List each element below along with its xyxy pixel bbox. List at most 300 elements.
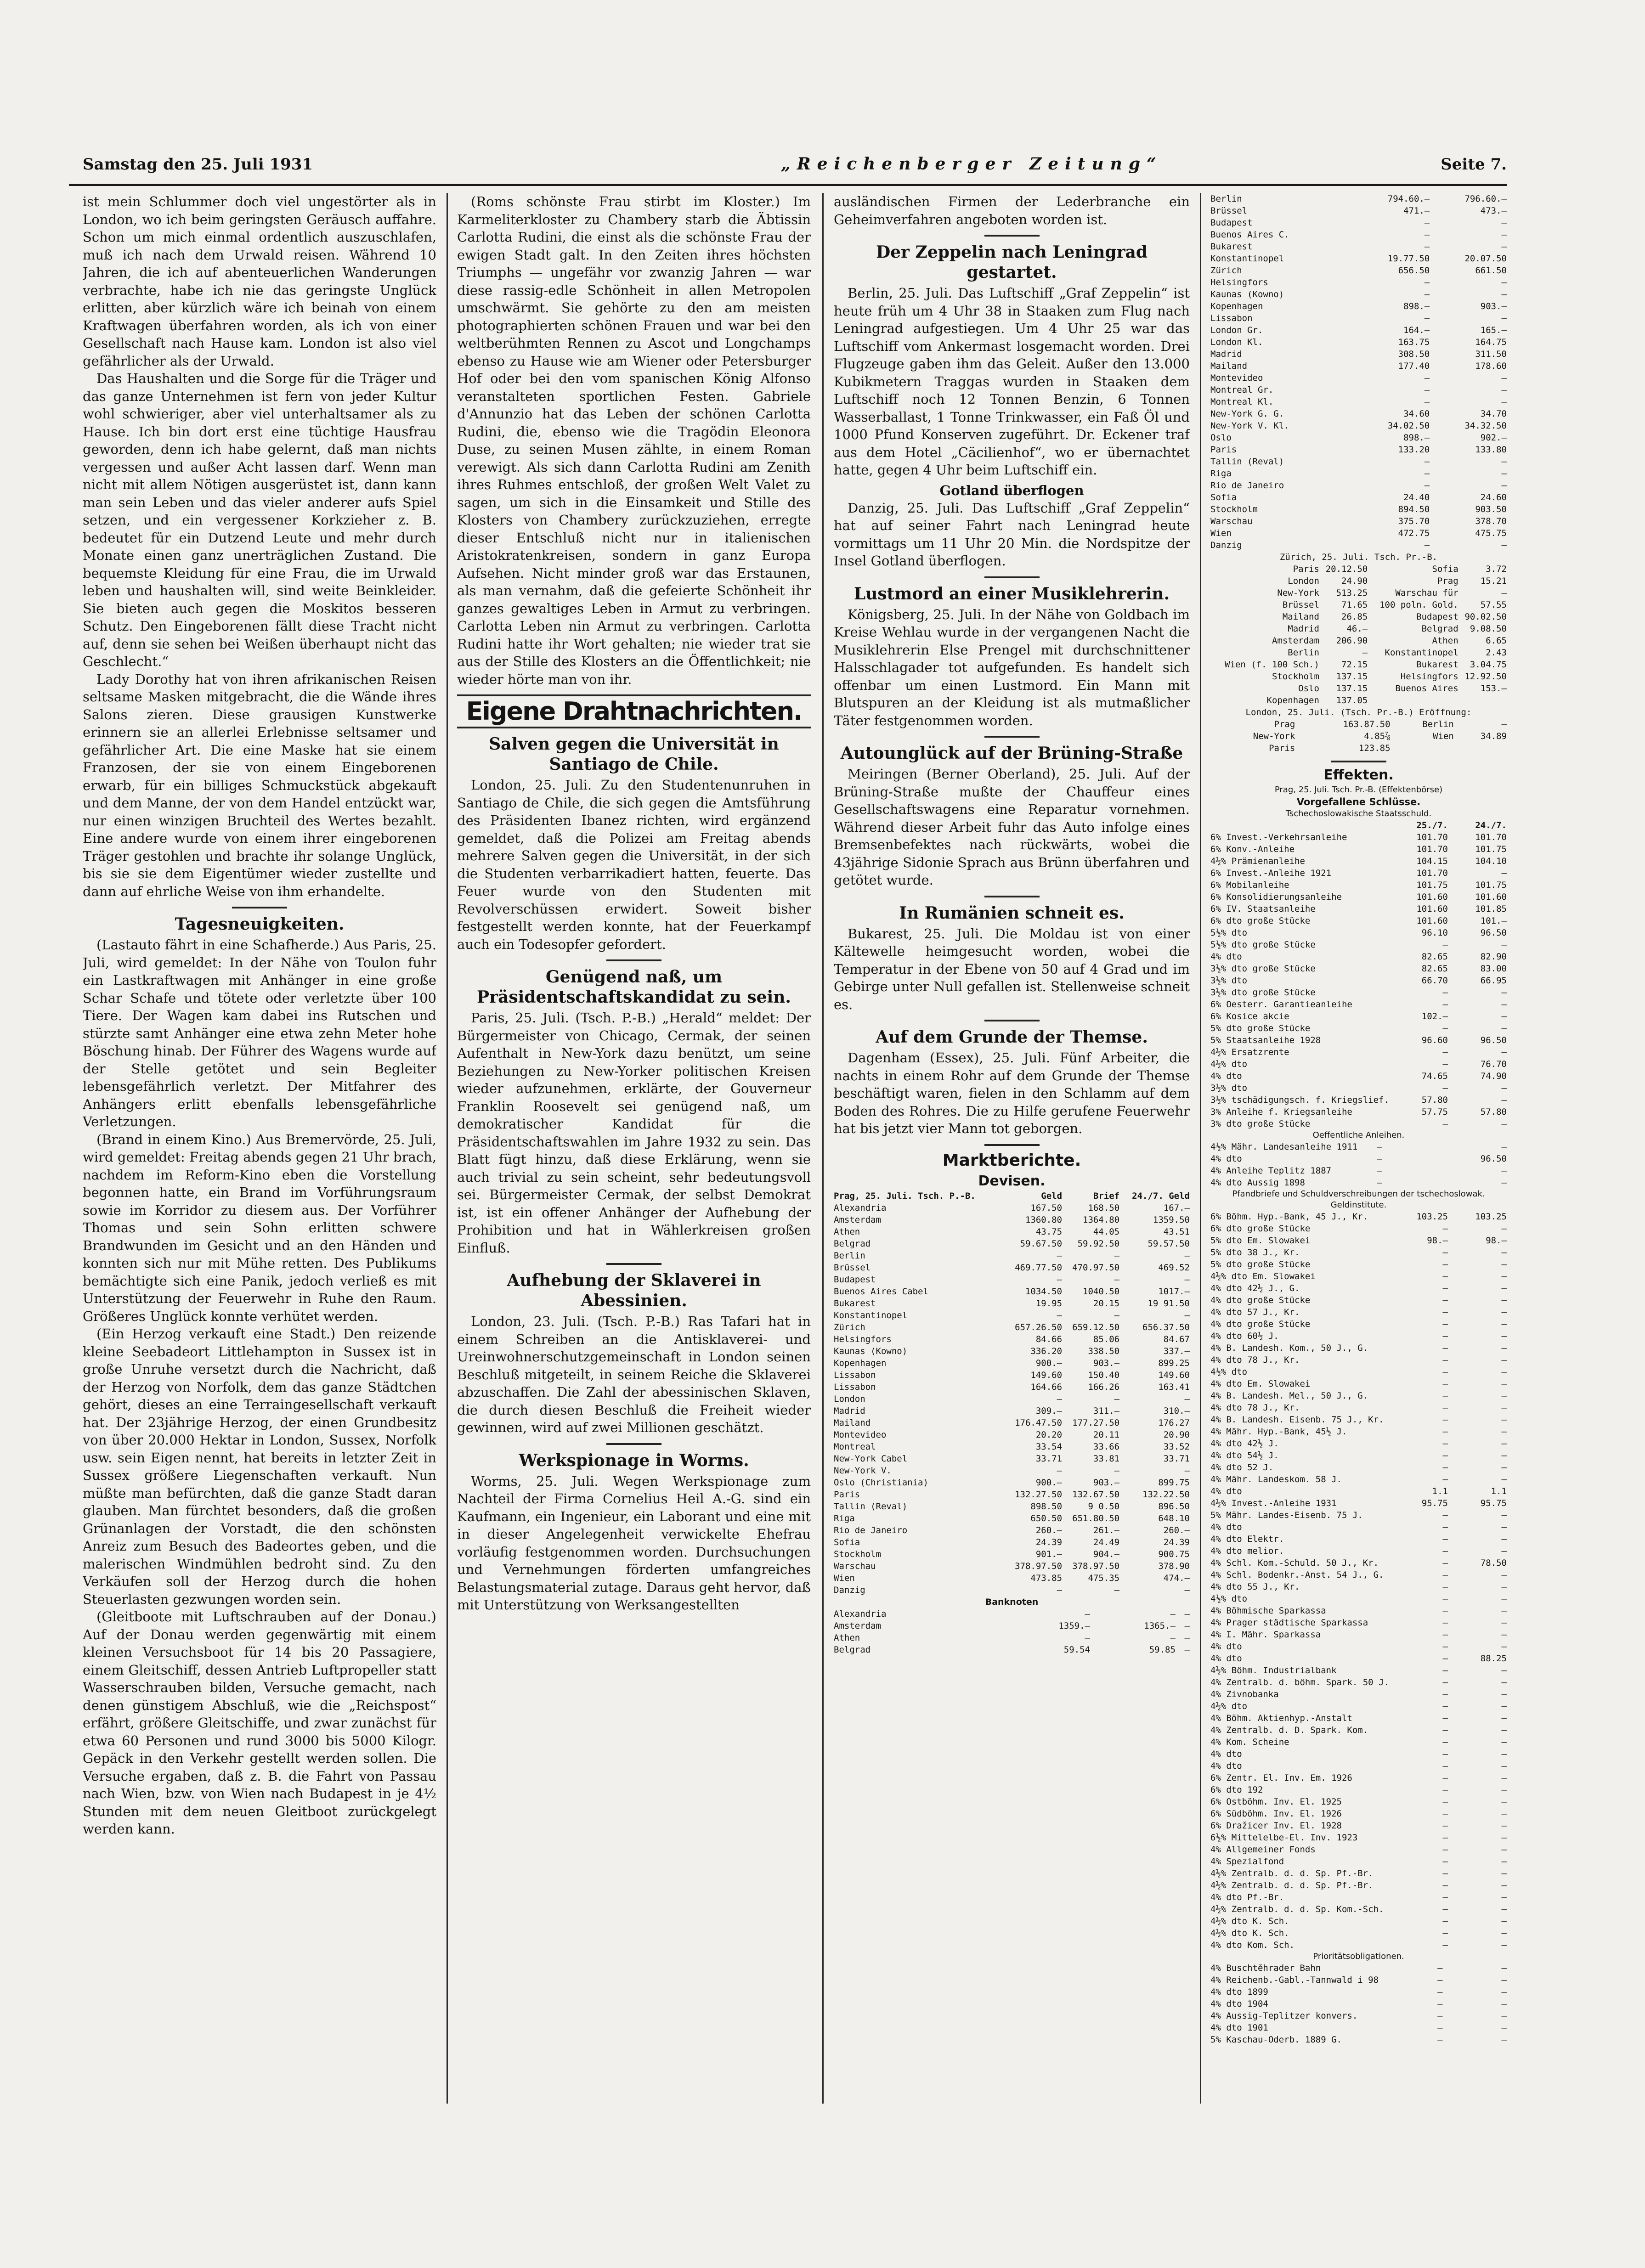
row-label: Paris (834, 1489, 860, 1500)
table-row (1210, 1366, 1507, 1378)
row-value: 101.70 (1416, 844, 1448, 854)
section-separator (984, 736, 1040, 738)
row-value: 34.32.50 (1464, 421, 1507, 431)
row-value: — (1501, 230, 1507, 240)
row-value: — (1501, 1083, 1507, 1093)
table-row (1210, 683, 1507, 694)
row-value: 24.40 (1403, 492, 1430, 502)
row-value: 59.54 (1063, 1644, 1090, 1655)
row-label: 4% dto (1210, 1154, 1242, 1164)
row-value: 101.60 (1416, 916, 1448, 926)
row-value: — (1442, 1047, 1448, 1057)
row-label: Oslo (Christiania) (834, 1477, 928, 1488)
row-value: — (1442, 1845, 1448, 1855)
section-heading: Tagesneuigkeiten. (175, 914, 345, 934)
table-row (1210, 372, 1507, 384)
row-value: — (1501, 1415, 1507, 1425)
row-value: 469.77.50 (1015, 1262, 1063, 1273)
column-rule (1200, 193, 1201, 2104)
row-value: 66.95 (1480, 976, 1507, 986)
row-value: — (1424, 540, 1430, 550)
row-value: — (1442, 1773, 1448, 1783)
row-label: 4½% dto (1210, 1059, 1248, 1069)
row-value: — (1501, 1271, 1507, 1281)
row-value: 33.66 (1093, 1441, 1120, 1452)
column-header: 25./7. (1416, 820, 1448, 830)
row-value: 899.75 (1158, 1477, 1190, 1488)
article-subheadline: Gotland überflogen (939, 482, 1084, 498)
row-value: — (1442, 1797, 1448, 1807)
row-label: Oslo (1210, 433, 1232, 443)
row-value: 149.60 (1158, 1370, 1190, 1380)
row-value: 3.04.75 (1470, 660, 1507, 670)
news-item: (Brand in einem Kino.) Aus Bremervörde, 25. Juli, wird gemeldet: Freitag abends gegen 21 Uhr brach, nachdem im Reform-Kino eben die Vorstellung begonnen hatte, ein Brand im Vorführungsraum sowie im Korridor zu diesem aus. Der Vorführer Thomas und sein Sohn erlitten schwere Brandwunden im Gesicht und an den Händen und konnten sich nur mit Mühe retten. Des Publikums bemächtigte sich eine Panik, jedoch verließ es mit Unterstützung der Feuerwehr in Ruhe den Raum. Größeres Unglück konnte verhütet werden. (83, 1131, 436, 1324)
article-headline: Genügend naß, um Präsidentschaftskandidat zu sein. (477, 967, 791, 1007)
row-label: Stockholm (1272, 671, 1319, 682)
column-3 (834, 193, 1190, 2104)
table-row (1210, 384, 1507, 396)
row-value: 474.— (1163, 1573, 1190, 1583)
row-value: 150.40 (1088, 1370, 1120, 1380)
row-label: Montreal Kl. (1210, 397, 1274, 407)
row-label: Montevideo (834, 1429, 887, 1440)
table-row (834, 1393, 1190, 1405)
row-label: London Kl. (1210, 337, 1263, 347)
row-value: 163.87.50 (1343, 719, 1391, 729)
row-value: 34.60 (1403, 409, 1430, 419)
row-value: 33.81 (1093, 1453, 1120, 1464)
row-value: — (1442, 1677, 1448, 1687)
row-value: — (1377, 1154, 1383, 1164)
row-label: Kaunas (Kowno) (834, 1346, 908, 1356)
table-row (1210, 987, 1507, 999)
row-label: Berlin (1288, 648, 1319, 658)
row-value: — (1501, 1439, 1507, 1449)
row-value: 24.90 (1341, 576, 1368, 586)
row-value: — (1501, 1737, 1507, 1747)
row-label: Wien (1210, 528, 1232, 538)
row-label: Alexandria (834, 1608, 887, 1619)
table-row (1210, 1974, 1507, 1986)
table-row (1210, 903, 1507, 915)
row-value: 137.15 (1336, 683, 1368, 694)
table-row (1210, 1497, 1507, 1509)
row-value: 9 0.50 (1088, 1501, 1120, 1512)
row-label: Warschau (834, 1561, 876, 1571)
row-value: — (1501, 242, 1507, 252)
article-paragraph: Königsberg, 25. Juli. In der Nähe von Goldbach im Kreise Wehlau wurde in der vergangenen Nacht die Musiklehrerin Else Prengel mit durchschnittener Halsschlagader tot aufgefunden. Es handelt sich offenbar um einen Lustmord. Ein Mann mit Blutspuren an der Kleidung ist als mutmaßlicher Täter festgenommen worden. (834, 606, 1190, 728)
row-value: 898.— (1403, 301, 1430, 311)
row-value: — (1442, 1940, 1448, 1950)
row-label: 4% dto (1210, 1071, 1242, 1081)
row-value: — (1501, 1295, 1507, 1305)
row-value: — (1501, 1999, 1507, 2009)
row-value: 167.50 (1030, 1202, 1063, 1213)
row-value: 133.20 (1398, 445, 1430, 455)
row-value: — (1501, 1833, 1507, 1843)
row-label: Lissabon (834, 1370, 876, 1380)
row-value: 900.— (1035, 1477, 1063, 1488)
row-value: 2.43 (1486, 648, 1507, 658)
table-row (1210, 432, 1507, 444)
row-label: 6% Dražicer Inv. El. 1928 (1210, 1821, 1342, 1831)
row-label: Konstantinopel (1210, 254, 1284, 264)
row-label: 4½% dto Em. Slowakei (1210, 1271, 1316, 1281)
row-value: — (1442, 1582, 1448, 1592)
row-value: — (1424, 397, 1430, 407)
row-value: 24.60 (1480, 492, 1507, 502)
row-value: — (1057, 1465, 1063, 1476)
table-row (1210, 1473, 1507, 1485)
table-row (1210, 867, 1507, 879)
table-row (1210, 1438, 1507, 1450)
row-value: — (1501, 2023, 1507, 2033)
row-value: 651.80.50 (1072, 1513, 1120, 1523)
row-value: 101.85 (1475, 904, 1507, 914)
table-row (834, 1381, 1190, 1393)
row-value: — (1442, 1534, 1448, 1544)
table-row (1210, 1820, 1507, 1832)
row-value: Belgrad (1421, 624, 1458, 634)
row-label: 4% B. Landesh. Mel., 50 J., G. (1210, 1391, 1368, 1401)
row-value: 78.50 (1480, 1558, 1507, 1568)
row-label: Belgrad (834, 1644, 871, 1655)
table-row (1210, 1282, 1507, 1294)
table-row (1210, 1247, 1507, 1258)
row-value: — (1501, 1963, 1507, 1973)
row-label: 6% dto 192 (1210, 1785, 1263, 1795)
row-label: Berlin (1210, 194, 1242, 204)
article-paragraph: Bukarest, 25. Juli. Die Moldau ist von einer Kältewelle heimgesucht worden, wobei die Temperatur in der Ebene von 50 auf 4 Grad und im Gebirge unter Null gefallen ist. Stellenweise schneit es. (834, 925, 1190, 1012)
row-value: 310.— (1163, 1405, 1190, 1416)
table-row (834, 1309, 1190, 1321)
row-label: 6% Böhm. Hyp.-Bank, 45 J., Kr. (1210, 1212, 1368, 1222)
row-value: 101.75 (1416, 880, 1448, 890)
table-row (834, 1214, 1190, 1226)
row-value: — (1442, 1367, 1448, 1377)
table-row (1210, 193, 1507, 205)
row-value: — (1184, 1644, 1190, 1655)
table-row (1210, 1509, 1507, 1521)
row-value: 96.50 (1480, 928, 1507, 938)
row-value: 101.70 (1416, 868, 1448, 878)
table-row (1210, 480, 1507, 491)
row-value: — (1501, 313, 1507, 323)
row-label: Paris (1210, 445, 1237, 455)
row-value: — (1501, 1450, 1507, 1461)
mortgage-bonds-table (1210, 1211, 1507, 1951)
row-label: 4% Zentralb. d. D. Spark. Kom. (1210, 1725, 1368, 1735)
row-label: 4% Schl. Bodenkr.-Anst. 54 J., G. (1210, 1570, 1384, 1580)
row-value: 82.65 (1421, 964, 1448, 974)
table-row (1210, 879, 1507, 891)
row-label: 5½% dto große Stücke (1210, 940, 1316, 950)
securities-subtitle: Vorgefallene Schlüsse. (1296, 796, 1421, 807)
table-row (1210, 718, 1507, 730)
public-loans-table (1210, 1141, 1507, 1189)
row-label: Tallin (Reval) (834, 1501, 908, 1512)
row-value: — (1442, 1023, 1448, 1033)
table-row (1210, 1641, 1507, 1653)
row-value: 96.50 (1480, 1154, 1507, 1164)
row-value: — (1442, 1224, 1448, 1234)
table-row (1210, 1915, 1507, 1927)
table-row (834, 1453, 1190, 1465)
row-value: — (1442, 1713, 1448, 1723)
table-row (1210, 1022, 1507, 1034)
table-row (1210, 1760, 1507, 1772)
row-value: — (1442, 1247, 1448, 1258)
row-value: 164.66 (1030, 1382, 1063, 1392)
row-value: Wien (1433, 731, 1454, 741)
row-label: 5% dto große Stücke (1210, 1023, 1311, 1033)
row-value: — (1442, 1355, 1448, 1365)
zurich-heading: Zürich, 25. Juli. Tsch. Pr.-B. (1279, 552, 1438, 562)
row-value: — (1501, 1940, 1507, 1950)
table-row (1210, 408, 1507, 420)
row-value: 1034.50 (1025, 1286, 1063, 1297)
row-value: 101.— (1480, 916, 1507, 926)
row-value: — (1184, 1585, 1190, 1595)
row-value: — (1057, 1394, 1063, 1404)
table-row (1210, 1106, 1507, 1118)
row-value: 101.60 (1416, 892, 1448, 902)
table-row (1210, 1046, 1507, 1058)
row-label: 4% dto 1904 (1210, 1999, 1268, 2009)
row-value: 82.90 (1480, 952, 1507, 962)
row-value: — (1442, 1379, 1448, 1389)
table-row (1210, 1414, 1507, 1426)
row-label: 3½% dto große Stücke (1210, 987, 1316, 998)
table-row (1210, 1058, 1507, 1070)
row-value: — (1501, 1224, 1507, 1234)
row-value: — (1442, 1546, 1448, 1556)
row-label: 4% dto 78 J., Kr. (1210, 1355, 1300, 1365)
row-value: 473.85 (1030, 1573, 1063, 1583)
row-value: 95.75 (1480, 1498, 1507, 1508)
row-value: — (1501, 1355, 1507, 1365)
row-label: Brüssel (1210, 206, 1248, 216)
row-value: 4.85⅞ (1364, 731, 1391, 741)
row-value: — (1362, 648, 1368, 658)
row-value: — (1442, 1761, 1448, 1771)
table-row (834, 1369, 1190, 1381)
row-label: 4½% dto K. Sch. (1210, 1916, 1289, 1926)
row-label: Stockholm (834, 1549, 881, 1559)
table-row (1210, 1141, 1507, 1153)
table-row (1210, 1879, 1507, 1891)
row-label: Stockholm (1210, 504, 1258, 514)
table-row (1210, 396, 1507, 408)
article-headline: Der Zeppelin nach Leningrad gestartet. (876, 243, 1148, 282)
row-value: 103.25 (1416, 1212, 1448, 1222)
row-value: 101.75 (1475, 880, 1507, 890)
table-row (1210, 205, 1507, 217)
table-row (1210, 1461, 1507, 1473)
row-value: 20.07.50 (1464, 254, 1507, 264)
row-value: 473.— (1480, 206, 1507, 216)
row-value: — (1442, 1856, 1448, 1867)
row-value: — (1501, 1283, 1507, 1293)
row-value: 74.90 (1480, 1071, 1507, 1081)
table-row (1210, 599, 1507, 611)
row-value: 260.— (1035, 1525, 1063, 1535)
row-value: — (1501, 1427, 1507, 1437)
row-value: — (1501, 2011, 1507, 2021)
row-value: Budapest (1416, 612, 1458, 622)
row-label: 4% dto (1210, 1642, 1242, 1652)
row-label: 3% dto große Stücke (1210, 1119, 1311, 1129)
row-value: 898.50 (1030, 1501, 1063, 1512)
table-row (1210, 1390, 1507, 1402)
row-label: Brüssel (834, 1262, 871, 1273)
table-row (834, 1262, 1190, 1274)
table-row (834, 1560, 1190, 1572)
row-label: 4½% Zentralb. d. d. Sp. Pf.-Br. (1210, 1880, 1374, 1890)
row-value: 471.— (1403, 206, 1430, 216)
row-value: Prag (1437, 576, 1458, 586)
row-label: Mailand (1282, 612, 1319, 622)
row-value: 336.20 (1030, 1346, 1063, 1356)
row-label: 4% dto große Stücke (1210, 1295, 1311, 1305)
table-row (834, 1226, 1190, 1238)
column-rule (822, 193, 824, 2104)
row-value: 74.65 (1421, 1071, 1448, 1081)
row-label: 4½% dto (1210, 1367, 1248, 1377)
row-value: 9.08.50 (1470, 624, 1507, 634)
article-paragraph: Berlin, 25. Juli. Das Luftschiff „Graf Zeppelin“ ist heute früh um 4 Uhr 38 in Staaken zum Flug nach Leningrad aufgestiegen. Um 4 Uhr 25 war das Luftschiff vom Ankermast losgemacht worden. Drei Flugzeuge gaben ihm das Geleit. Außer den 13.000 Kubikmetern Traggas wurden in Staaken dem Luftschiff noch 12 Tonnen Benzin, 6 Tonnen Wasserballast, 1 Tonne Trinkwasser, ein Faß Öl und 1000 Pfund Konserven zugeführt. Dr. Eckener traf aus dem Hotel „Cäcilienhof“, wo er übernachtet hatte, gegen 4 Uhr beim Luftschiff ein. (834, 285, 1190, 478)
table-row (1210, 1808, 1507, 1820)
row-label: London Gr. (1210, 325, 1263, 335)
section-separator (606, 1443, 661, 1445)
table-row (1210, 1712, 1507, 1724)
section-separator (984, 1144, 1040, 1146)
row-value: — (1442, 987, 1448, 998)
page-number: Seite 7. (1441, 155, 1507, 174)
table-row (834, 1298, 1190, 1309)
priority-bonds-heading: Prioritätsobligationen. (1313, 1952, 1404, 1961)
row-value: — (1424, 480, 1430, 491)
article-headline: Werkspionage in Worms. (519, 1450, 749, 1470)
row-value: — (1424, 373, 1430, 383)
row-label: 4% dto Em. Slowakei (1210, 1379, 1311, 1389)
row-value: — (1442, 1642, 1448, 1652)
row-value: — (1184, 1632, 1190, 1643)
row-value: 656.37.50 (1142, 1322, 1190, 1332)
mortgage-bonds-heading: Pfandbriefe und Schuldverschreibungen der tschechoslowak. Geldinstitute. (1232, 1189, 1485, 1210)
table-row (1210, 1354, 1507, 1366)
row-label: Konstantinopel (834, 1310, 908, 1320)
row-value: — (1442, 1809, 1448, 1819)
row-label: Buenos Aires Cabel (834, 1286, 928, 1297)
row-value: 513.25 (1336, 588, 1368, 598)
row-value: — (1501, 1618, 1507, 1628)
row-value: 1359.50 (1153, 1214, 1190, 1225)
row-label: 4% Buschtěhrader Bahn (1210, 1963, 1321, 1973)
row-value: — (1442, 1749, 1448, 1759)
row-label: 6½% Mittelelbe-El. Inv. 1923 (1210, 1833, 1358, 1843)
row-value: — (1442, 1833, 1448, 1843)
table-row (1210, 336, 1507, 348)
row-value: 103.25 (1475, 1212, 1507, 1222)
row-value: 19.77.50 (1387, 254, 1430, 264)
table-row (1210, 1736, 1507, 1748)
row-label: Danzig (834, 1585, 865, 1595)
table-row (1210, 1688, 1507, 1700)
row-value: — (1442, 1725, 1448, 1735)
row-value: — (1114, 1394, 1120, 1404)
table-row (1210, 444, 1507, 456)
row-label: 4½% Ersatzrente (1210, 1047, 1289, 1057)
table-row (1210, 515, 1507, 527)
column-4 (1210, 193, 1507, 2104)
row-label: 6% Mobilanleihe (1210, 880, 1289, 890)
table-row (1210, 927, 1507, 939)
market-report-title: Marktberichte. (942, 1151, 1081, 1170)
row-label: Kopenhagen (1266, 695, 1319, 705)
row-value: 896.50 (1158, 1501, 1190, 1512)
row-value: — (1501, 1582, 1507, 1592)
row-value: — (1442, 1665, 1448, 1676)
row-value (1458, 694, 1507, 706)
row-value: 34.70 (1480, 409, 1507, 419)
row-label: Helsingfors (834, 1334, 892, 1344)
table-row (1210, 1986, 1507, 1998)
row-label: Helsingfors (1210, 277, 1268, 288)
row-value: — (1442, 1522, 1448, 1532)
table-row (1210, 855, 1507, 867)
table-row (1210, 694, 1507, 706)
row-value (1368, 694, 1458, 706)
article-paragraph: London, 23. Juli. (Tsch. P.-B.) Ras Tafari hat in einem Schreiben an die Antisklaverei- und Ureinwohnerschutzgemeinschaft in London seinen Beschluß mitgeteilt, in seinem Reiche die Sklaverei abzuschaffen. Die Zahl der abessinischen Sklaven, die durch diesen Beschluß die Freiheit wieder gewinnen, wird auf zwei Millionen geschätzt. (457, 1314, 811, 1435)
row-label: Wien (f. 100 Sch.) (1225, 660, 1319, 670)
row-value: — (1501, 1928, 1507, 1938)
row-value: — (1377, 1178, 1383, 1188)
row-label: Sofia (834, 1537, 860, 1547)
row-value: — (1501, 277, 1507, 288)
row-label: 4% dto (1210, 1761, 1242, 1771)
row-label: 4% Zivnobanka (1210, 1689, 1279, 1699)
row-value: — (1442, 1319, 1448, 1329)
table-row (1210, 1118, 1507, 1130)
row-value: — (1442, 1594, 1448, 1604)
row-value: 57.55 (1480, 600, 1507, 610)
table-row (1210, 1784, 1507, 1796)
column-header: 24./7. Geld (1132, 1190, 1190, 1201)
row-value: 904.— (1093, 1549, 1120, 1559)
table-row (1210, 1962, 1507, 1974)
row-value: 260.— (1163, 1525, 1190, 1535)
row-label: Tallin (Reval) (1210, 457, 1284, 467)
row-value: 176.27 (1158, 1417, 1190, 1428)
row-label: Amsterdam (834, 1620, 881, 1631)
row-value: — (1442, 1439, 1448, 1449)
row-value: 33.71 (1035, 1453, 1063, 1464)
banknotes-heading: Banknoten (985, 1597, 1039, 1607)
row-value: — (1501, 1403, 1507, 1413)
table-row (1210, 491, 1507, 503)
row-value: — (1442, 1558, 1448, 1568)
article-headline: Auf dem Grunde der Themse. (876, 1027, 1148, 1047)
article-headline: In Rumänien schneit es. (899, 903, 1125, 923)
row-value: 206.90 (1336, 636, 1368, 646)
row-label: 3½% dto (1210, 1083, 1248, 1093)
row-label: 4% dto 1899 (1210, 1987, 1268, 1997)
row-value: — (1501, 1880, 1507, 1890)
row-value: — (1442, 1904, 1448, 1914)
column-1 (83, 193, 436, 2104)
row-label: Brüssel (1282, 600, 1319, 610)
